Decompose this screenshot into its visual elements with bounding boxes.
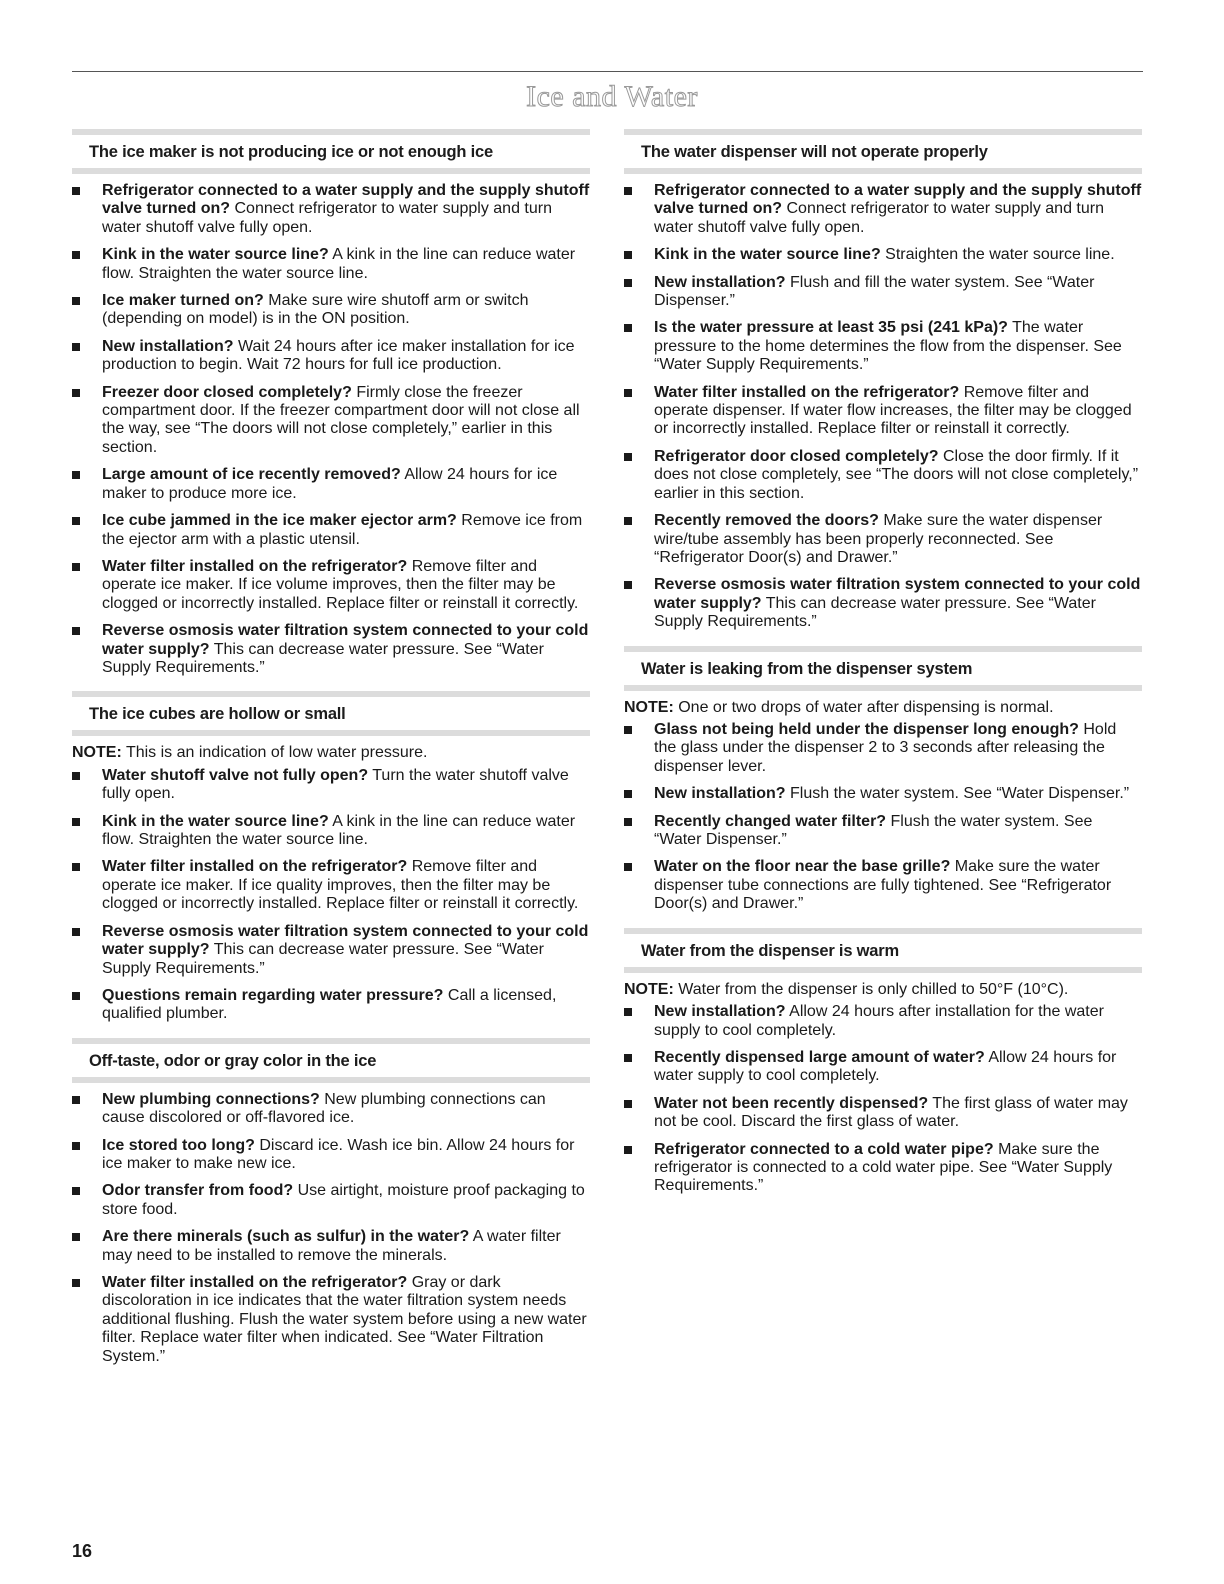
square-bullet-icon xyxy=(72,471,80,479)
item-question: Reverse osmosis water filtration system connected to your cold water supply? xyxy=(102,922,589,959)
item-question: Reverse osmosis water filtration system connected to your cold water supply? xyxy=(102,622,589,658)
item-question: New installation? xyxy=(654,785,786,803)
item-question: Water not been recently dispensed? xyxy=(654,1094,929,1112)
item-answer: Remove filter and operate dispenser. If water flow increases, the filter may be clogged or incorrectly installed. Replace filter or reinstall it correctly. xyxy=(654,383,1132,438)
troubleshooting-section xyxy=(72,129,590,677)
list-item xyxy=(624,246,1142,264)
square-bullet-icon xyxy=(72,389,80,397)
item-question: Glass not being held under the dispenser long enough? xyxy=(654,721,1079,739)
square-bullet-icon xyxy=(624,517,632,525)
list-item xyxy=(624,576,1142,631)
list-item xyxy=(72,858,590,913)
list-item xyxy=(72,512,590,549)
list-item xyxy=(624,858,1142,913)
item-question: Ice stored too long? xyxy=(102,1136,255,1154)
square-bullet-icon xyxy=(624,790,632,798)
square-bullet-icon xyxy=(72,772,80,780)
list-item xyxy=(72,987,590,1024)
square-bullet-icon xyxy=(72,1279,80,1287)
list-item xyxy=(624,813,1142,850)
item-list xyxy=(624,1003,1142,1196)
square-bullet-icon xyxy=(72,863,80,871)
item-answer: Flush the water system. See “Water Dispenser.” xyxy=(654,812,1093,849)
square-bullet-icon xyxy=(72,1233,80,1241)
list-item xyxy=(72,622,590,677)
item-list xyxy=(72,767,590,1024)
item-answer: A kink in the line can reduce water flow. Straighten the water source line. xyxy=(102,246,576,282)
square-bullet-icon xyxy=(72,818,80,826)
list-item xyxy=(72,1091,590,1128)
item-question: Are there minerals (such as sulfur) in the water? xyxy=(102,1228,470,1246)
troubleshooting-section xyxy=(624,928,1142,1196)
item-answer: Wait 24 hours after ice maker installation for ice production to begin. Wait 72 hours for full ice production. xyxy=(102,337,575,374)
item-answer: Gray or dark discoloration in ice indicates that the water filtration system needs additional flushing. Flush the water system before using a new water filter. Replace water filter when indicated. See “Water Filtration System.” xyxy=(102,1273,587,1365)
item-answer: Allow 24 hours for water supply to cool completely. xyxy=(654,1049,1117,1085)
item-answer: Flush and fill the water system. See “Water Dispenser.” xyxy=(654,273,1095,310)
list-item xyxy=(624,274,1142,311)
note-label: NOTE: xyxy=(624,698,674,716)
square-bullet-icon xyxy=(72,928,80,936)
list-item xyxy=(72,923,590,978)
section-heading: Water from the dispenser is warm xyxy=(624,928,1142,973)
item-question: Water filter installed on the refrigerator? xyxy=(102,557,408,575)
list-item xyxy=(72,1274,590,1366)
section-heading: The water dispenser will not operate properly xyxy=(624,129,1142,174)
item-question: Reverse osmosis water filtration system connected to your cold water supply? xyxy=(654,576,1141,612)
item-question: Refrigerator door closed completely? xyxy=(654,447,939,465)
item-answer: Remove ice from the ejector arm with a plastic utensil. xyxy=(102,512,583,548)
item-answer: A water filter may need to be installed to remove the minerals. xyxy=(102,1228,561,1264)
item-question: New plumbing connections? xyxy=(102,1090,320,1108)
item-question: Is the water pressure at least 35 psi (241 kPa)? xyxy=(654,319,1008,337)
item-answer: Make sure the water dispenser tube connections are fully tightened. See “Refrigerator Door(s) and Drawer.” xyxy=(654,858,1112,913)
item-question: Kink in the water source line? xyxy=(654,246,881,264)
list-item xyxy=(72,466,590,503)
section-heading: The ice maker is not producing ice or not enough ice xyxy=(72,129,590,174)
item-question: Large amount of ice recently removed? xyxy=(102,466,401,484)
square-bullet-icon xyxy=(624,1146,632,1154)
item-question: Questions remain regarding water pressure? xyxy=(102,986,444,1004)
top-rule xyxy=(72,71,1143,72)
square-bullet-icon xyxy=(72,187,80,195)
square-bullet-icon xyxy=(72,1187,80,1195)
note-label: NOTE: xyxy=(72,744,122,762)
square-bullet-icon xyxy=(624,453,632,461)
square-bullet-icon xyxy=(72,627,80,635)
item-answer: Straighten the water source line. xyxy=(885,246,1115,264)
square-bullet-icon xyxy=(624,1100,632,1108)
list-item xyxy=(72,558,590,613)
item-answer: Connect refrigerator to water supply and turn water shutoff valve fully open. xyxy=(102,200,552,236)
list-item xyxy=(624,182,1142,237)
square-bullet-icon xyxy=(624,818,632,826)
list-item xyxy=(624,512,1142,567)
item-answer: Remove filter and operate ice maker. If ice volume improves, then the filter may be clogged or incorrectly installed. Replace filter or reinstall it correctly. xyxy=(102,557,579,612)
item-answer: This can decrease water pressure. See “Water Supply Requirements.” xyxy=(102,941,544,977)
list-item xyxy=(72,246,590,283)
item-question: Refrigerator connected to a cold water pipe? xyxy=(654,1140,994,1158)
list-item xyxy=(624,319,1142,374)
item-answer: Connect refrigerator to water supply and turn water shutoff valve fully open. xyxy=(654,200,1104,236)
item-answer: A kink in the line can reduce water flow. Straighten the water source line. xyxy=(102,812,576,849)
item-question: Ice maker turned on? xyxy=(102,292,264,310)
section-heading: Water is leaking from the dispenser system xyxy=(624,646,1142,691)
list-item xyxy=(624,1049,1142,1086)
item-answer: The first glass of water may not be cool. Discard the first glass of water. xyxy=(654,1094,1128,1131)
item-answer: Use airtight, moisture proof packaging to store food. xyxy=(102,1182,585,1218)
list-item xyxy=(72,292,590,329)
item-answer: This can decrease water pressure. See “Water Supply Requirements.” xyxy=(102,640,544,676)
item-question: Kink in the water source line? xyxy=(102,812,329,830)
list-item xyxy=(624,721,1142,776)
page-number: 16 xyxy=(72,1541,93,1561)
item-question: Water filter installed on the refrigerator? xyxy=(102,858,408,876)
square-bullet-icon xyxy=(72,517,80,525)
note-label: NOTE: xyxy=(624,980,674,998)
square-bullet-icon xyxy=(72,1142,80,1150)
list-item xyxy=(624,384,1142,439)
item-question: Water on the floor near the base grille? xyxy=(654,858,951,876)
item-answer: Hold the glass under the dispenser 2 to 3 seconds after releasing the dispenser lever. xyxy=(654,721,1117,775)
troubleshooting-section xyxy=(624,646,1142,914)
square-bullet-icon xyxy=(624,863,632,871)
section-heading: Off-taste, odor or gray color in the ice xyxy=(72,1038,590,1083)
square-bullet-icon xyxy=(72,297,80,305)
section-note xyxy=(624,981,1142,1000)
item-answer: Remove filter and operate ice maker. If ice quality improves, then the filter may be clogged or incorrectly installed. Replace filter or reinstall it correctly. xyxy=(102,858,579,913)
square-bullet-icon xyxy=(624,726,632,734)
square-bullet-icon xyxy=(72,992,80,1000)
square-bullet-icon xyxy=(72,343,80,351)
item-question: Recently dispensed large amount of water? xyxy=(654,1049,985,1066)
list-item xyxy=(72,813,590,850)
item-answer: Allow 24 hours for ice maker to produce more ice. xyxy=(102,466,558,502)
page-title: Ice and Water xyxy=(526,80,698,113)
item-question: Ice cube jammed in the ice maker ejector arm? xyxy=(102,512,457,530)
square-bullet-icon xyxy=(72,1096,80,1104)
square-bullet-icon xyxy=(72,251,80,259)
item-question: New installation? xyxy=(654,273,786,291)
item-question: Odor transfer from food? xyxy=(102,1182,294,1200)
item-question: Water filter installed on the refrigerator? xyxy=(102,1273,408,1291)
item-question: Freezer door closed completely? xyxy=(102,383,352,401)
list-item xyxy=(72,338,590,375)
list-item xyxy=(624,1141,1142,1196)
section-note xyxy=(624,699,1142,718)
note-text: This is an indication of low water pressure. xyxy=(125,744,428,762)
item-question: Water filter installed on the refrigerator? xyxy=(654,383,960,401)
item-answer: Call a licensed, qualified plumber. xyxy=(102,986,557,1023)
item-question: Kink in the water source line? xyxy=(102,246,329,264)
item-answer: Close the door firmly. If it does not close completely, see “The doors will not close completely,” earlier in this section. xyxy=(654,447,1139,502)
item-answer: Make sure the water dispenser wire/tube assembly has been properly reconnected. See “Refrigerator Door(s) and Drawer.” xyxy=(654,512,1103,566)
item-answer: Flush the water system. See “Water Dispenser.” xyxy=(790,785,1130,803)
item-question: New installation? xyxy=(102,337,234,355)
list-item xyxy=(72,384,590,458)
square-bullet-icon xyxy=(72,563,80,571)
section-heading: The ice cubes are hollow or small xyxy=(72,691,590,736)
left-column xyxy=(72,129,590,1380)
list-item xyxy=(624,1003,1142,1040)
item-answer: Firmly close the freezer compartment door. If the freezer compartment door will not close all the way, see “The doors will not close completely,” earlier in this section. xyxy=(102,383,580,456)
item-answer: This can decrease water pressure. See “Water Supply Requirements.” xyxy=(654,594,1096,631)
square-bullet-icon xyxy=(624,581,632,589)
item-question: Water shutoff valve not fully open? xyxy=(102,766,369,784)
list-item xyxy=(72,182,590,237)
note-text: One or two drops of water after dispensing is normal. xyxy=(678,698,1054,716)
square-bullet-icon xyxy=(624,389,632,397)
item-list xyxy=(624,182,1142,632)
square-bullet-icon xyxy=(624,279,632,287)
item-answer: Discard ice. Wash ice bin. Allow 24 hours for ice maker to make new ice. xyxy=(102,1136,575,1172)
item-question: New installation? xyxy=(654,1003,786,1021)
troubleshooting-section xyxy=(624,129,1142,632)
list-item xyxy=(624,448,1142,503)
square-bullet-icon xyxy=(624,324,632,332)
item-answer: Allow 24 hours after installation for the water supply to cool completely. xyxy=(654,1003,1104,1039)
list-item xyxy=(72,1137,590,1174)
troubleshooting-section xyxy=(72,1038,590,1366)
right-column xyxy=(624,129,1142,1210)
square-bullet-icon xyxy=(624,187,632,195)
item-list xyxy=(72,1091,590,1366)
item-list xyxy=(624,721,1142,914)
list-item xyxy=(72,1182,590,1219)
square-bullet-icon xyxy=(624,1054,632,1062)
item-question: Refrigerator connected to a water supply and the supply shutoff valve turned on? xyxy=(102,182,590,218)
list-item xyxy=(624,1095,1142,1132)
list-item xyxy=(72,1228,590,1265)
item-question: Refrigerator connected to a water supply and the supply shutoff valve turned on? xyxy=(654,182,1142,218)
item-question: Recently changed water filter? xyxy=(654,812,887,830)
item-answer: The water pressure to the home determines the flow from the dispenser. See “Water Supply Requirements.” xyxy=(654,319,1122,374)
square-bullet-icon xyxy=(624,1008,632,1016)
item-answer: Make sure wire shutoff arm or switch (depending on model) is in the ON position. xyxy=(102,292,529,328)
item-list xyxy=(72,182,590,677)
list-item xyxy=(72,767,590,804)
item-answer: New plumbing connections can cause discolored or off-flavored ice. xyxy=(102,1090,546,1127)
list-item xyxy=(624,785,1142,803)
item-answer: Turn the water shutoff valve fully open. xyxy=(102,766,569,803)
section-note xyxy=(72,744,590,763)
note-text: Water from the dispenser is only chilled to 50°F (10°C). xyxy=(678,980,1069,998)
troubleshooting-section xyxy=(72,691,590,1023)
square-bullet-icon xyxy=(624,251,632,259)
item-question: Recently removed the doors? xyxy=(654,512,879,530)
item-answer: Make sure the refrigerator is connected to a cold water pipe. See “Water Supply Requirements.” xyxy=(654,1140,1113,1195)
